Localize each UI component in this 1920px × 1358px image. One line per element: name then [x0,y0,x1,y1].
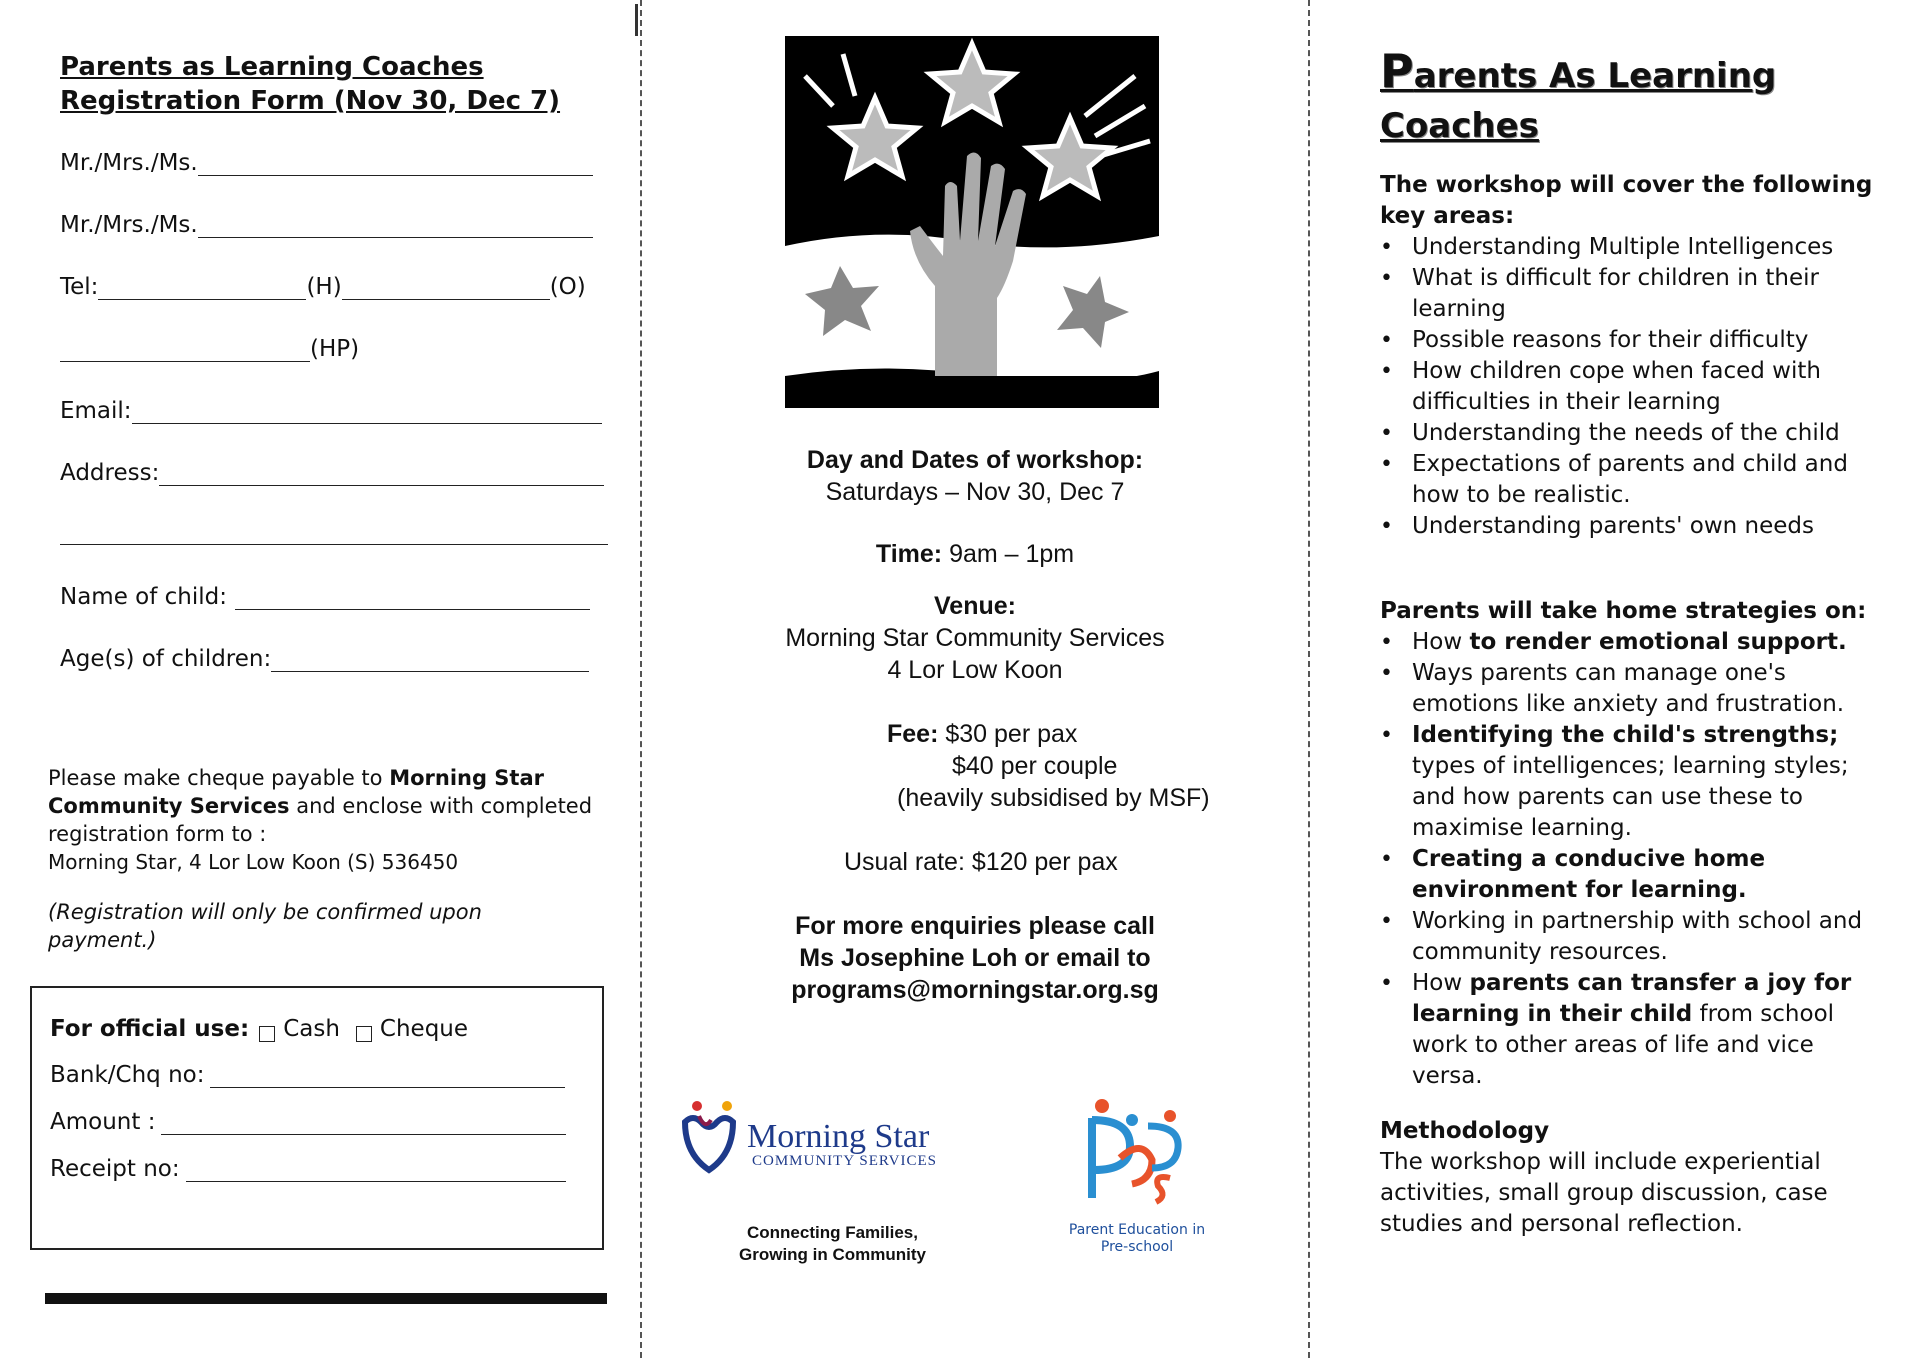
tel-row [60,274,586,300]
time-section [642,538,1308,570]
list-item: • Understanding the needs of the child [1412,418,1880,449]
child-row [60,584,590,610]
address-row [60,460,604,486]
time-label: Time: [875,540,943,568]
list-item: • How to render emotional support. [1412,627,1880,658]
cash-label: Cash [283,1016,340,1042]
name2-row [60,212,593,238]
address-field[interactable] [159,463,604,486]
address-row-2 [60,522,608,545]
list-item: • Creating a conducive home environment for learning. [1412,844,1880,906]
strategies-list [1380,627,1880,1092]
list-item: • How parents can transfer a joy for learning in their child from school work to other areas of life and vice versa. [1412,968,1880,1092]
official-use-row [50,1016,468,1042]
fee-note: (heavily subsidised by MSF) [897,784,1210,812]
amount-label: Amount : [50,1109,156,1135]
morning-star-name: Morning Star [747,1118,930,1155]
peps-logo [1082,1098,1182,1210]
tel-home-label: (H) [306,274,342,300]
time-value: 9am – 1pm [949,540,1075,568]
email-field[interactable] [132,401,602,424]
venue-line1: Morning Star Community Services [785,624,1165,652]
amount-field[interactable] [161,1112,566,1135]
tel-hp-label: (HP) [310,336,360,362]
usual-rate: Usual rate: $120 per pax [844,848,1118,876]
tel-office-field[interactable] [342,277,550,300]
list-item: • What is difficult for children in their learning [1412,263,1880,325]
registration-form-panel [0,0,640,1358]
fee-line2: $40 per couple [952,752,1118,780]
age-row [60,646,589,672]
list-item: • Expectations of parents and child and how to be realistic. [1412,449,1880,511]
cheque-checkbox[interactable] [356,1026,372,1042]
dates-section [642,444,1308,508]
email-label: Email: [60,398,132,424]
child-label: Name of child: [60,584,227,610]
official-use-box [30,986,604,1250]
child-name-field[interactable] [235,587,590,610]
strategies-heading: Parents will take home strategies on: [1380,598,1867,624]
strategies-section [1380,596,1880,1092]
hp-row [60,336,359,362]
workshop-info-panel [642,0,1308,1358]
name1-label: Mr./Mrs./Ms. [60,150,198,176]
age-field[interactable] [271,649,589,672]
amount-row [50,1109,566,1135]
tel-home-field[interactable] [98,277,306,300]
name1-row [60,150,593,176]
reaching-hand-stars-illustration [785,36,1159,408]
cheque-label: Cheque [379,1016,469,1042]
name1-field[interactable] [198,153,593,176]
list-item: • Identifying the child's strengths; types of intelligences; learning styles; and how parents can use these to maximise learning. [1412,720,1880,844]
brochure-panel [1310,0,1920,1358]
bank-label: Bank/Chq no: [50,1062,205,1088]
enquiry-section: For more enquiries please call Ms Josephine Loh or email to programs@morningstar.org.sg [642,910,1308,1006]
key-areas-heading: The workshop will cover the following key areas: [1380,172,1873,229]
methodology-section [1380,1116,1880,1240]
dates-heading: Day and Dates of workshop: [806,446,1144,474]
email-row [60,398,602,424]
fee-section [642,718,1308,814]
methodology-heading: Methodology [1380,1118,1550,1144]
name2-field[interactable] [198,215,593,238]
tel-label: Tel: [60,274,99,300]
brochure-title: Parents As Learning Coaches [1380,44,1777,146]
payment-instructions: Please make cheque payable to Morning Star Community Services and enclose with completed registration form to : Morning Star, 4 Lor Low Koon (S) 536450 [48,764,608,876]
receipt-field[interactable] [186,1159,566,1182]
key-areas-section [1380,170,1880,542]
venue-heading: Venue: [934,592,1016,620]
bank-row [50,1062,565,1088]
morning-star-subtitle: COMMUNITY SERVICES [752,1153,938,1169]
fee-label: Fee: [887,720,939,748]
tel-hp-field[interactable] [60,339,310,362]
venue-line2: 4 Lor Low Koon [887,656,1063,684]
list-item: • Understanding Multiple Intelligences [1412,232,1880,263]
age-label: Age(s) of children: [60,646,272,672]
payment-address: Morning Star, 4 Lor Low Koon (S) 536450 [48,850,459,874]
list-item: • Possible reasons for their difficulty [1412,325,1880,356]
bottom-bar [45,1293,607,1304]
name2-label: Mr./Mrs./Ms. [60,212,198,238]
tel-office-label: (O) [549,274,586,300]
key-areas-list [1380,232,1880,542]
dates-value: Saturdays – Nov 30, Dec 7 [825,478,1125,506]
list-item: • Understanding parents' own needs [1412,511,1880,542]
receipt-row [50,1156,566,1182]
enquiry-email[interactable]: programs@morningstar.org.sg [791,976,1159,1004]
cash-checkbox[interactable] [259,1026,275,1042]
venue-section [642,590,1308,686]
official-use-label: For official use: [50,1016,250,1042]
address-field-2[interactable] [60,522,608,545]
list-item: • Working in partnership with school and community resources. [1412,906,1880,968]
tagline: Connecting Families, Growing in Community [739,1223,926,1264]
peps-caption: Parent Education in Pre-school [1068,1222,1206,1255]
confirm-note: (Registration will only be confirmed upon payment.) [48,900,482,952]
address-label: Address: [60,460,160,486]
form-title: Parents as Learning Coaches Registration Form (Nov 30, Dec 7) [60,52,561,116]
bank-field[interactable] [210,1065,565,1088]
list-item: • Ways parents can manage one's emotions like anxiety and frustration. [1412,658,1880,720]
methodology-text: The workshop will include experiential activities, small group discussion, case studies and personal reflection. [1380,1149,1828,1237]
list-item: • How children cope when faced with difficulties in their learning [1412,356,1880,418]
fee-line1: $30 per pax [945,720,1078,748]
receipt-label: Receipt no: [50,1156,180,1182]
